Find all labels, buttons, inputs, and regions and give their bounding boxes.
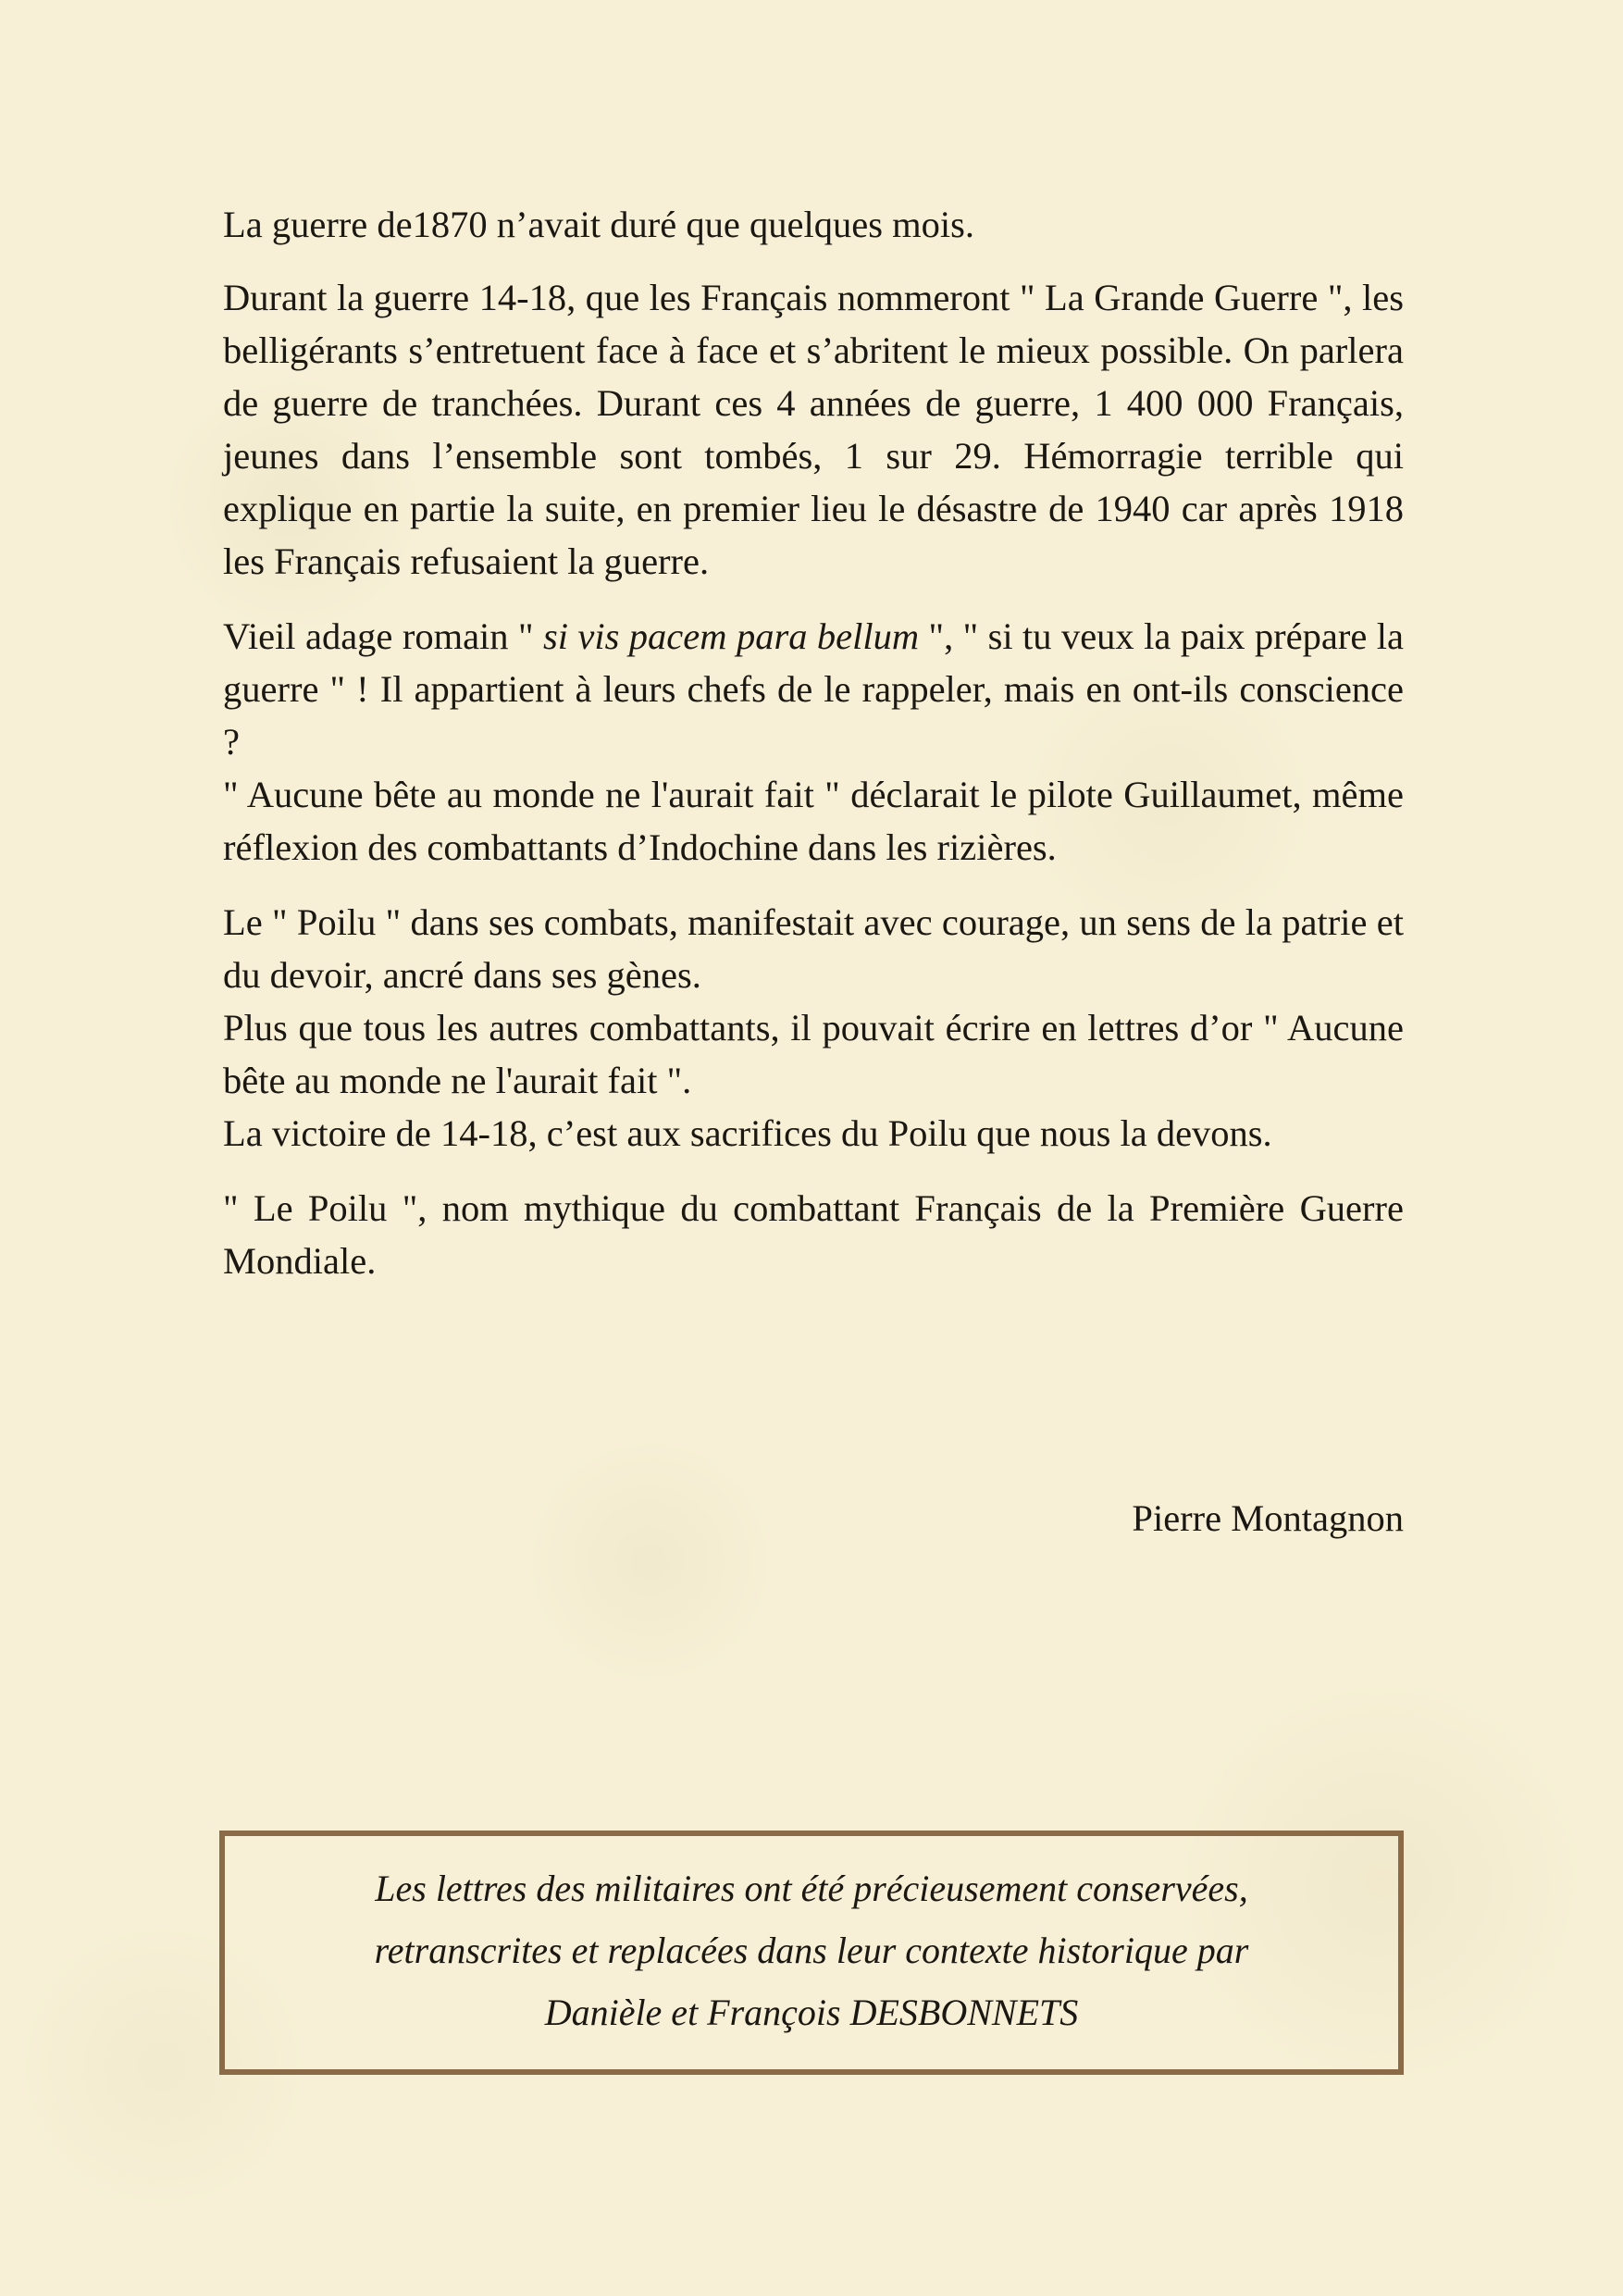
paragraph-text: La guerre de1870 n’avait duré que quelques mois.	[223, 204, 974, 245]
paragraph-text: La victoire de 14-18, c’est aux sacrifices du Poilu que nous la devons.	[223, 1112, 1272, 1154]
paragraph-text: ", " si tu veux la paix prépare la guerre " ! Il appartient à leurs chefs de le rappeler, mais en ont-ils conscience ?	[223, 615, 1404, 763]
latin-adage: si vis pacem para bellum	[542, 615, 920, 657]
paragraph-adage	[223, 610, 1404, 768]
credit-frame	[219, 1831, 1404, 2075]
author-signature: Pierre Montagnon	[1132, 1497, 1404, 1539]
credit-line-3: Danièle et François DESBONNETS	[544, 1991, 1079, 2033]
paragraph-text: Le " Poilu " dans ses combats, manifestait avec courage, un sens de la patrie et du devoir, ancré dans ses gènes.	[223, 901, 1404, 996]
paragraph-poilu-letters	[223, 1001, 1404, 1107]
article-body	[223, 198, 1404, 1309]
paragraph-poilu-courage	[223, 896, 1404, 1001]
paragraph-text: Plus que tous les autres combattants, il pouvait écrire en lettres d’or " Aucune bête au monde ne l'aurait fait ".	[223, 1007, 1404, 1101]
credit-line-2: retranscrites et replacées dans leur contexte historique par	[374, 1929, 1249, 1971]
paragraph-text: " Le Poilu ", nom mythique du combattant Français de la Première Guerre Mondiale.	[223, 1187, 1404, 1282]
paragraph-text: Durant la guerre 14-18, que les Français nommeront " La Grande Guerre ", les belligérants s’entretuent face à face et s’abritent le mieux possible. On parlera de guerre de tranchées. Durant ces 4 années de guerre, 1 400 000 Français, jeunes dans l’ensemble sont tombés, 1 sur 29. Hémorragie terrible qui explique en partie la suite, en premier lieu le désastre de 1940 car après 1918 les Français refusaient la guerre.	[223, 277, 1404, 582]
paragraph-guillaumet	[223, 768, 1404, 874]
paragraph-great-war	[223, 271, 1404, 588]
paragraph-victory	[223, 1107, 1404, 1160]
paragraph-poilu-definition	[223, 1182, 1404, 1287]
paragraph-text: Vieil adage romain "	[223, 615, 543, 657]
credit-text	[375, 1857, 1249, 2043]
paragraph-1870	[223, 198, 1404, 251]
credit-line-1: Les lettres des militaires ont été précieusement conservées,	[375, 1867, 1248, 1909]
paragraph-text: " Aucune bête au monde ne l'aurait fait " déclarait le pilote Guillaumet, même réflexion des combattants d’Indochine dans les rizières.	[223, 774, 1404, 868]
